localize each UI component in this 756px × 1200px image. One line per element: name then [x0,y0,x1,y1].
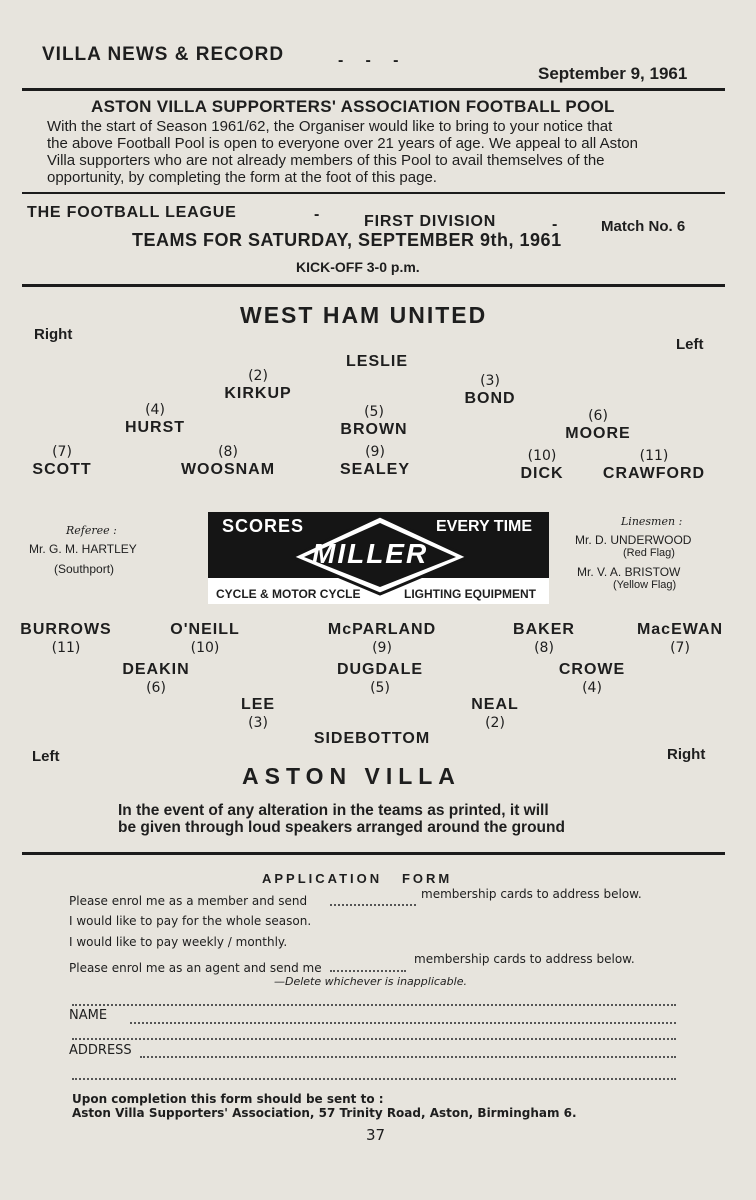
pool-title: ASTON VILLA SUPPORTERS' ASSOCIATION FOOTBALL POOL [91,97,615,116]
linesman-two-name: Mr. V. A. BRISTOW [577,565,681,579]
member-cards-field[interactable] [330,904,416,906]
linesmen-label: Linesmen : [621,515,683,528]
player-left-half: DEAKIN (6) [122,661,190,696]
home-right-label: Right [34,326,73,343]
player-inside-right: BAKER (8) [513,621,575,656]
player-centre-forward: (9) SEALEY [339,444,411,478]
miller-advert [208,512,549,604]
league-name: THE FOOTBALL LEAGUE [27,204,237,221]
alteration-notice: In the event of any alteration in the teams as printed, it will [118,802,549,819]
player-goalkeeper: SIDEBOTTOM [313,730,431,747]
advert-cycle-text: CYCLE & MOTOR CYCLE [216,587,361,601]
referee-label: Referee : [66,524,117,537]
advert-brand: MILLER [312,538,429,569]
match-number: Match No. 6 [601,218,686,235]
pool-text-line: Villa supporters who are not already members of this Pool to avail themselves of the [47,152,605,169]
player-inside-left: (10) DICK [520,448,564,482]
advert-scores-text: SCORES [222,516,305,536]
linesman-two-flag: (Yellow Flag) [613,579,677,591]
form-agent-text: Please enrol me as an agent and send me [69,961,322,975]
form-address-to-send: Aston Villa Supporters' Association, 57 Trinity Road, Aston, Birmingham 6. [72,1106,577,1120]
fixture-separator: - [552,216,558,233]
form-address-label: ADDRESS [69,1043,132,1058]
alteration-notice: be given through loud speakers arranged around the ground [118,819,565,836]
fixture-rule [22,284,725,287]
address-field[interactable] [140,1056,676,1058]
page-number: 37 [366,1126,386,1144]
player-outside-left: (11) CRAWFORD [602,448,706,482]
linesman-one-name: Mr. D. UNDERWOOD [575,533,692,547]
player-goalkeeper: LESLIE [345,353,409,370]
advert-lighting-text: LIGHTING EQUIPMENT [404,587,536,601]
form-name-label: NAME [69,1008,108,1023]
issue-date: September 9, 1961 [538,64,688,83]
pool-text-line: With the start of Season 1961/62, the Organiser would like to bring to your notice that [47,118,613,135]
referee-town: (Southport) [54,562,115,576]
fixture-separator: - [314,206,320,223]
player-left-back: LEE (3) [240,696,276,731]
form-whole-season-text: I would like to pay for the whole season. [69,914,312,928]
player-centre-forward: McPARLAND (9) [327,621,437,656]
player-centre-half: (5) BROWN [340,404,408,438]
player-right-half: CROWE (4) [558,661,626,696]
form-separator-dots [72,1038,676,1040]
form-member-cards-text: membership cards to address below. [421,887,642,901]
player-inside-left: O'NEILL (10) [170,621,240,656]
pool-rule [22,192,725,194]
form-agent-cards-text: membership cards to address below. [414,952,635,966]
form-top-rule [22,852,725,855]
header-dashes: - - - [338,52,399,69]
player-left-half: (6) MOORE [565,408,631,442]
form-separator-dots [72,1004,676,1006]
linesman-one-flag: (Red Flag) [623,547,675,559]
form-weekly-text: I would like to pay weekly / monthly. [69,935,288,949]
pool-text-line: opportunity, by completing the form at the foot of this page. [47,169,437,186]
away-left-label: Left [32,748,60,765]
name-field[interactable] [130,1022,676,1024]
home-left-label: Left [676,336,704,353]
away-right-label: Right [667,746,706,763]
form-title: APPLICATION FORM [262,871,453,886]
teams-heading: TEAMS FOR SATURDAY, SEPTEMBER 9th, 1961 [132,230,562,250]
home-team-name: WEST HAM UNITED [240,302,488,328]
player-outside-left: BURROWS (11) [20,621,112,656]
publication-title: VILLA NEWS & RECORD [42,44,285,65]
form-completion-text: Upon completion this form should be sent to : [72,1092,384,1106]
agent-cards-field[interactable] [330,970,406,972]
pool-text-line: the above Football Pool is open to everyone over 21 years of age. We appeal to all Aston [47,135,638,152]
referee-name: Mr. G. M. HARTLEY [29,542,137,556]
player-outside-right: MacEWAN (7) [636,621,724,656]
player-inside-right: (8) WOOSNAM [180,444,276,478]
address-field-line-2[interactable] [72,1078,676,1080]
header-rule [22,88,725,91]
player-centre-half: DUGDALE (5) [336,661,424,696]
advert-every-time-text: EVERY TIME [436,518,533,535]
division-name: FIRST DIVISION [364,213,497,230]
away-team-name: ASTON VILLA [242,763,461,789]
player-right-back: (2) KIRKUP [224,368,292,402]
player-outside-right: (7) SCOTT [32,444,92,478]
form-member-text: Please enrol me as a member and send [69,894,308,908]
kickoff-time: KICK-OFF 3-0 p.m. [296,259,420,275]
player-right-back: NEAL (2) [471,696,519,731]
player-left-back: (3) BOND [464,373,516,407]
form-delete-note: —Delete whichever is inapplicable. [274,975,467,988]
player-right-half: (4) HURST [124,402,186,436]
